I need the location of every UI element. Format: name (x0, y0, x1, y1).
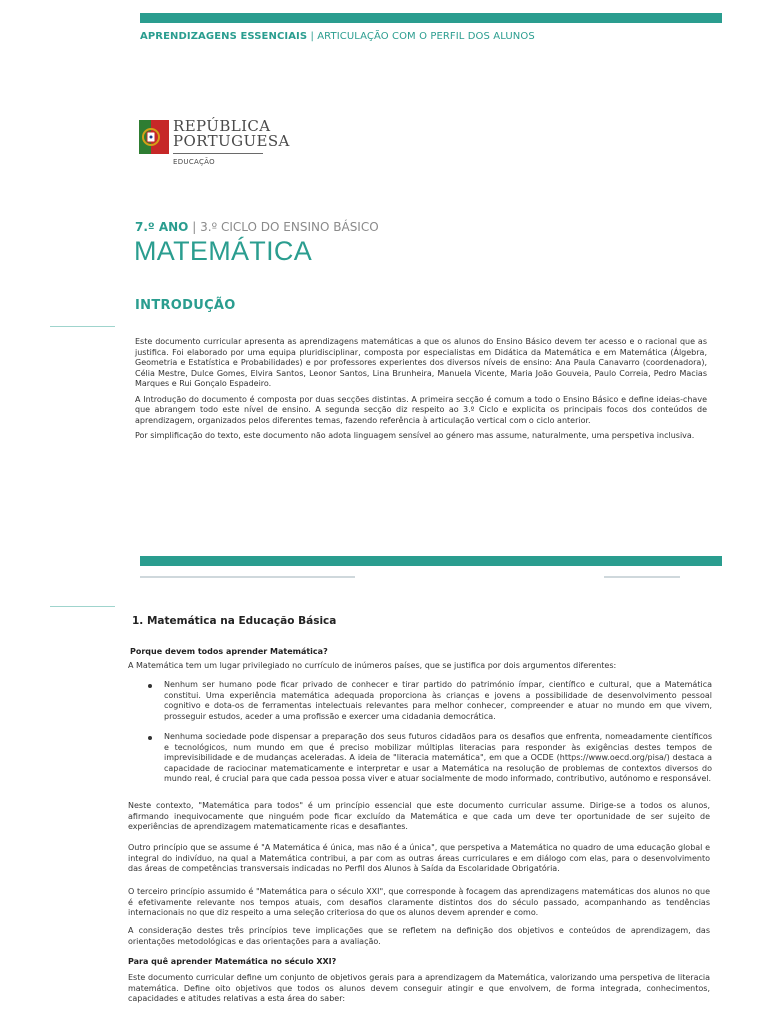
series-title-bold: APRENDIZAGENS ESSENCIAIS (140, 31, 308, 42)
faded-footer-right (604, 576, 680, 578)
logo-line-1: REPÚBLICA (173, 117, 271, 135)
question-1-intro (128, 661, 710, 672)
question-1-intro-text: A Matemática tem um lugar privilegiado no currículo de inúmeros países, que se justifica por dois argumentos diferentes: (128, 661, 617, 670)
grade-heading (135, 220, 379, 234)
paragraph-consideracao-text: A consideração destes três princípios teve implicações que se refletem na definição dos objetivos e conteúdos de aprendizagem, das orientações metodológicas e das orientações para a avaliação. (128, 926, 710, 946)
paragraph-consideracao (128, 926, 710, 947)
grade-bold: 7.º ANO (135, 220, 189, 234)
intro-text (135, 337, 707, 447)
page-break-bar (140, 556, 722, 566)
question-2-intro (128, 973, 710, 1005)
paragraph-terceiro (128, 887, 710, 919)
paragraph-context-text: Neste contexto, "Matemática para todos" é um princípio essencial que este documento curricular assume. Dirige-se a todos os alunos, afirmando inequivocamente que ninguém pode ficar excluído da Matemática e que cada um deve ter oportunidade de ser sujeito de experiências de aprendizagem matematicamente ricas e desafiantes. (128, 801, 710, 831)
question-heading-1: Porque devem todos aprender Matemática? (130, 647, 328, 656)
logo-ministry: EDUCAÇÃO (173, 158, 215, 166)
section-title: 1. Matemática na Educação Básica (132, 615, 337, 627)
intro-heading: INTRODUÇÃO (135, 298, 236, 313)
series-separator: | (307, 31, 318, 42)
margin-rule-2 (50, 606, 115, 607)
intro-paragraph-3: Por simplificação do texto, este documento não adota linguagem sensível ao género mas assume, naturalmente, uma perspetiva inclusiva. (135, 431, 695, 440)
intro-paragraph-1: Este documento curricular apresenta as aprendizagens matemáticas a que os alunos do Ensino Básico devem ter acesso e o racional que as justifica. Foi elaborado por uma equipa pluridisciplinar, composta por especialistas em Didática da Matemática e em Matemática (Álgebra, Geometria e Estatística e Probabilidades) e por professores experientes dos diversos níveis de ensino: Ana Paula Canavarro (coordenadora), Célia Mestre, Dulce Gomes, Elvira Santos, Leonor Santos, Lina Brunheira, Manuela Vicente, Maria João Gouveia, Paulo Correia, Pedro Macias Marques e Rui Gonçalo Espadeiro. (135, 337, 707, 388)
question-2-intro-text: Este documento curricular define um conjunto de objetivos gerais para a aprendizagem da Matemática, valorizando uma perspetiva de literacia matemática. Define oito objetivos que todos os alunos devem conseguir atingir e que envolvem, de forma integrada, conhecimentos, capacidades e atitudes relativas a esta área do saber: (128, 973, 710, 1003)
grade-cycle: 3.º CICLO DO ENSINO BÁSICO (200, 220, 379, 234)
grade-separator: | (188, 220, 201, 234)
logo-divider (173, 153, 263, 154)
intro-paragraph-2: A Introdução do documento é composta por duas secções distintas. A primeira secção é comum a todo o Ensino Básico e define ideias-chave que abrangem todo este nível de ensino. A segunda secção diz respeito ao 3.º Ciclo e explicita os principais focos dos conteúdos de aprendizagem, organizados pelos diferentes temas, fazendo referência à articulação vertical com o ciclo anterior. (135, 394, 707, 425)
subject-title: MATEMÁTICA (134, 236, 312, 266)
document-series-heading (140, 31, 535, 42)
paragraph-outro-text: Outro princípio que se assume é "A Matemática é única, mas não é a única", que perspetiva a Matemática no quadro de uma educação global e integral do indivíduo, na qual a Matemática contribui, a par com as outras áreas curriculares e em diálogo com elas, para o desenvolvimento das áreas de competências transversais indicadas no Perfil dos Alunos à Saída da Escolaridade Obrigatória. (128, 843, 710, 873)
paragraph-outro (128, 843, 710, 875)
logo-line-2: PORTUGUESA (173, 132, 290, 150)
bullet-dot (148, 736, 152, 740)
header-accent-bar (140, 13, 722, 23)
series-title-rest: ARTICULAÇÃO COM O PERFIL DOS ALUNOS (317, 31, 535, 42)
paragraph-terceiro-text: O terceiro princípio assumido é "Matemática para o século XXI", que corresponde à focagem das aprendizagens matemáticas dos alunos no que é efetivamente relevante nos tempos atuais, com desafios claramente distintos dos do século passado, acompanhando as tendências internacionais no que diz respeito a uma seleção criteriosa do que os alunos devem aprender e como. (128, 887, 710, 917)
margin-rule (50, 326, 115, 327)
faded-footer-left (140, 576, 355, 578)
bullet-text: Nenhuma sociedade pode dispensar a preparação dos seus futuros cidadãos para os desafios que enfrenta, nomeadamente científicos e tecnológicos, num mundo em que é preciso mobilizar múltiplas literacias para responder às exigências destes tempos de imprevisibilidade e de mudanças aceleradas. A ideia de "literacia matemática", em que a OCDE (https://www.oecd.org/pisa/) destaca a capacidade de raciocinar matematicamente e interpretar e usar a Matemática na resolução de problemas de contextos diversos do mundo real, é crucial para que cada pessoa possa viver e atuar socialmente de modo informado, contributivo, autónomo e responsável. (164, 732, 712, 783)
paragraph-context (128, 801, 710, 833)
bullet-text: Nenhum ser humano pode ficar privado de conhecer e tirar partido do património ímpar, científico e cultural, que a Matemática constitui. Uma experiência matemática adequada proporciona às crianças e jovens a possibilidade de desenvolvimento pessoal cognitivo e dota-os de ferramentas intelectuais relevantes para melhor conhecer, compreender e atuar no mundo em que vivem, prosseguir estudos, aceder a uma profissão e exercer uma cidadania democrática. (164, 680, 712, 721)
question-heading-2: Para quê aprender Matemática no século XXI? (128, 957, 337, 966)
bullet-dot (148, 684, 152, 688)
